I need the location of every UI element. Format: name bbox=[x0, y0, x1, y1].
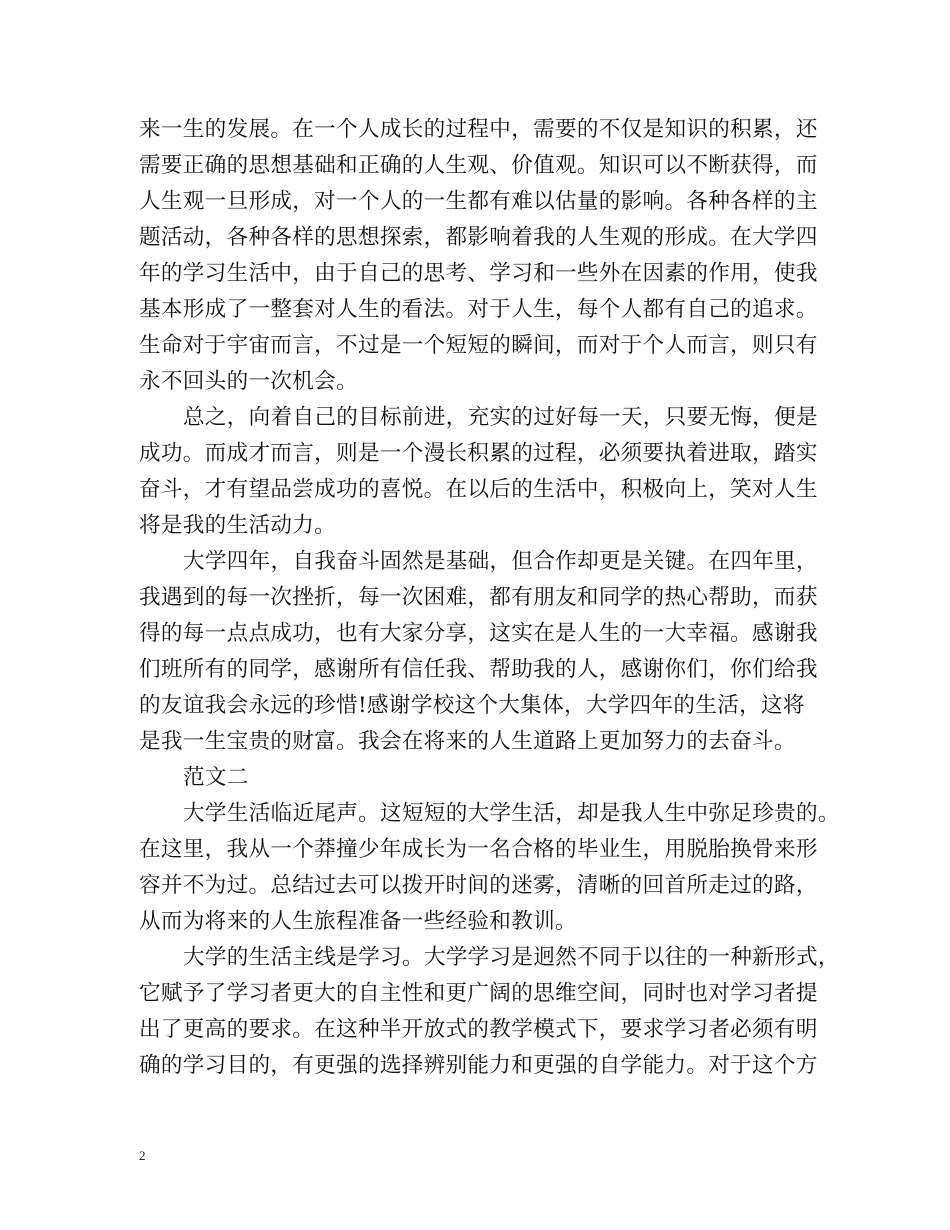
text-line: 生命对于宇宙而言，不过是一个短短的瞬间，而对于个人而言，则只有 bbox=[139, 333, 818, 358]
text-line: 从而为将来的人生旅程准备一些经验和教训。 bbox=[139, 909, 577, 934]
text-line: 的友谊我会永远的珍惜!感谢学校这个大集体，大学四年的生活，这将 bbox=[139, 693, 805, 718]
text-line: 是我一生宝贵的财富。我会在将来的人生道路上更加努力的去奋斗。 bbox=[139, 729, 796, 754]
text-line: 大学四年，自我奋斗固然是基础，但合作却更是关键。在四年里， bbox=[183, 549, 818, 574]
text-line: 将是我的生活动力。 bbox=[139, 513, 337, 538]
text-line: 人生观一旦形成，对一个人的一生都有难以估量的影响。各种各样的主 bbox=[139, 189, 818, 214]
text-line: 成功。而成才而言，则是一个漫长积累的过程，必须要执着进取，踏实 bbox=[139, 441, 818, 466]
body-text bbox=[139, 112, 839, 1084]
text-line: 在这里，我从一个莽撞少年成长为一名合格的毕业生，用脱胎换骨来形 bbox=[139, 837, 818, 862]
text-line: 基本形成了一整套对人生的看法。对于人生，每个人都有自己的追求。 bbox=[139, 297, 818, 322]
text-line: 范文二 bbox=[183, 765, 249, 790]
text-line: 确的学习目的，有更强的选择辨别能力和更强的自学能力。对于这个方 bbox=[139, 1053, 818, 1078]
text-line: 需要正确的思想基础和正确的人生观、价值观。知识可以不断获得，而 bbox=[139, 153, 818, 178]
page-number: 2 bbox=[139, 1148, 146, 1163]
text-line: 们班所有的同学，感谢所有信任我、帮助我的人，感谢你们，你们给我 bbox=[139, 657, 818, 682]
text-line: 大学的生活主线是学习。大学学习是迥然不同于以往的一种新形式， bbox=[183, 945, 840, 970]
text-line: 它赋予了学习者更大的自主性和更广阔的思维空间，同时也对学习者提 bbox=[139, 981, 818, 1006]
text-line: 得的每一点点成功，也有大家分享，这实在是人生的一大幸福。感谢我 bbox=[139, 621, 818, 646]
text-line: 我遇到的每一次挫折，每一次困难，都有朋友和同学的热心帮助，而获 bbox=[139, 585, 818, 610]
text-line: 来一生的发展。在一个人成长的过程中，需要的不仅是知识的积累，还 bbox=[139, 117, 818, 142]
text-line: 年的学习生活中，由于自己的思考、学习和一些外在因素的作用，使我 bbox=[139, 261, 818, 286]
text-line: 出了更高的要求。在这种半开放式的教学模式下，要求学习者必须有明 bbox=[139, 1017, 818, 1042]
text-line: 容并不为过。总结过去可以拨开时间的迷雾，清晰的回首所走过的路， bbox=[139, 873, 818, 898]
text-line: 题活动，各种各样的思想探索，都影响着我的人生观的形成。在大学四 bbox=[139, 225, 818, 250]
text-line: 大学生活临近尾声。这短短的大学生活，却是我人生中弥足珍贵的。 bbox=[183, 801, 840, 826]
text-line: 总之，向着自己的目标前进，充实的过好每一天，只要无悔，便是 bbox=[183, 405, 818, 430]
text-line: 奋斗，才有望品尝成功的喜悦。在以后的生活中，积极向上，笑对人生 bbox=[139, 477, 818, 502]
text-line: 永不回头的一次机会。 bbox=[139, 369, 358, 394]
